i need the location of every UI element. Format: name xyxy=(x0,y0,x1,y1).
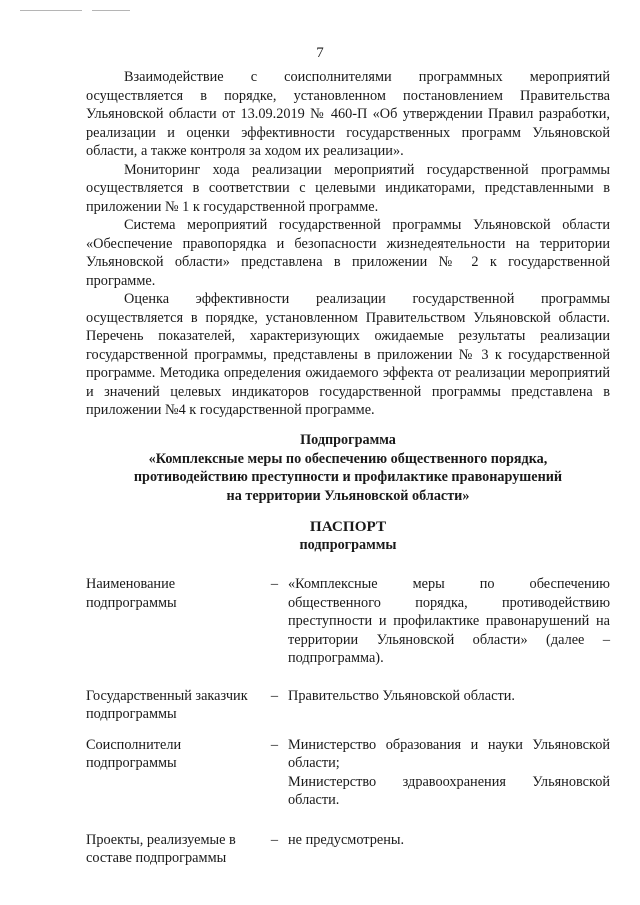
passport-row-label: Наименование подпрограммы xyxy=(86,576,177,611)
subprogram-title xyxy=(86,431,610,505)
passport-row-value xyxy=(288,736,610,810)
passport-row-value xyxy=(288,687,610,706)
passport-row-value xyxy=(288,831,610,850)
subprogram-title-line: на территории Ульяновской области» xyxy=(226,487,470,504)
subprogram-title-line: противодействию преступности и профилактике правонарушений xyxy=(133,469,563,485)
passport-row-label: Государственный заказчик подпрограммы xyxy=(86,687,248,722)
passport-row-dash: – xyxy=(270,687,279,704)
scan-artifact-line xyxy=(20,10,82,11)
page-number: 7 xyxy=(316,45,324,61)
paragraph-evaluation: Оценка эффективности реализации государственной программы осуществляется в порядке, установленном Правительством Ульяновской области. Перечень показателей, характеризующих ожидаемые результаты реализации государственной программы, представлены в приложении № 3 к государственной программе. Методика определения ожидаемого эффекта от реализации мероприятий и значений целевых индикаторов государственной программы представлена в приложении №4 к государственной программе. xyxy=(86,291,610,418)
passport-row-value xyxy=(288,575,610,668)
subprogram-heading: Подпрограмма xyxy=(300,432,396,448)
passport-row-customer xyxy=(86,687,610,724)
passport-value-line: Министерство здравоохранения Ульяновской области. xyxy=(288,773,610,808)
passport-table xyxy=(86,575,610,868)
passport-row-dash: – xyxy=(270,576,279,592)
passport-row-label: Проекты, реализуемые в составе подпрограммы xyxy=(86,831,236,866)
passport-value-line: Министерство образования и науки Ульяновской области; xyxy=(288,736,610,771)
passport-value-line: не предусмотрены. xyxy=(288,831,405,848)
passport-row-name xyxy=(86,575,610,668)
subprogram-title-line: «Комплексные меры по обеспечению общественного порядка, xyxy=(148,450,548,467)
passport-value-line: Правительство Ульяновской области. xyxy=(288,687,515,704)
scan-artifact-line xyxy=(92,10,130,11)
passport-subtitle: подпрограммы xyxy=(299,537,397,553)
passport-row-dash: – xyxy=(270,831,279,848)
passport-row-projects xyxy=(86,831,610,868)
passport-header xyxy=(86,517,610,555)
paragraph-system: Система мероприятий государственной программы Ульяновской области «Обеспечение правопорядка и безопасности жизнедеятельности на территории Ульяновской области» представлена в приложении № 2 к государственной программе. xyxy=(86,217,610,289)
passport-row-dash: – xyxy=(270,736,279,753)
passport-value-line: «Комплексные меры по обеспечению общественного порядка, противодействию преступности и профилактике правонарушений на территории Ульяновской области» (далее – подпрограмма). xyxy=(288,576,610,666)
body-text xyxy=(86,68,610,420)
paragraph-interaction: Взаимодействие с соисполнителями программных мероприятий осуществляется в порядке, установленном постановлением Правительства Ульяновской области от 13.09.2019 № 460-П «Об утверждении Правил разработки, реализации и оценки эффективности государственных программ Ульяновской области, а также контроля за ходом их реализации». xyxy=(86,69,610,159)
passport-title: ПАСПОРТ xyxy=(309,518,387,535)
passport-row-coexecutors xyxy=(86,736,610,810)
passport-row-label: Соисполнители подпрограммы xyxy=(86,736,182,771)
paragraph-monitoring: Мониторинг хода реализации мероприятий государственной программы осуществляется в соответствии с целевыми индикаторами, представленными в приложении № 1 к государственной программе. xyxy=(86,161,610,215)
